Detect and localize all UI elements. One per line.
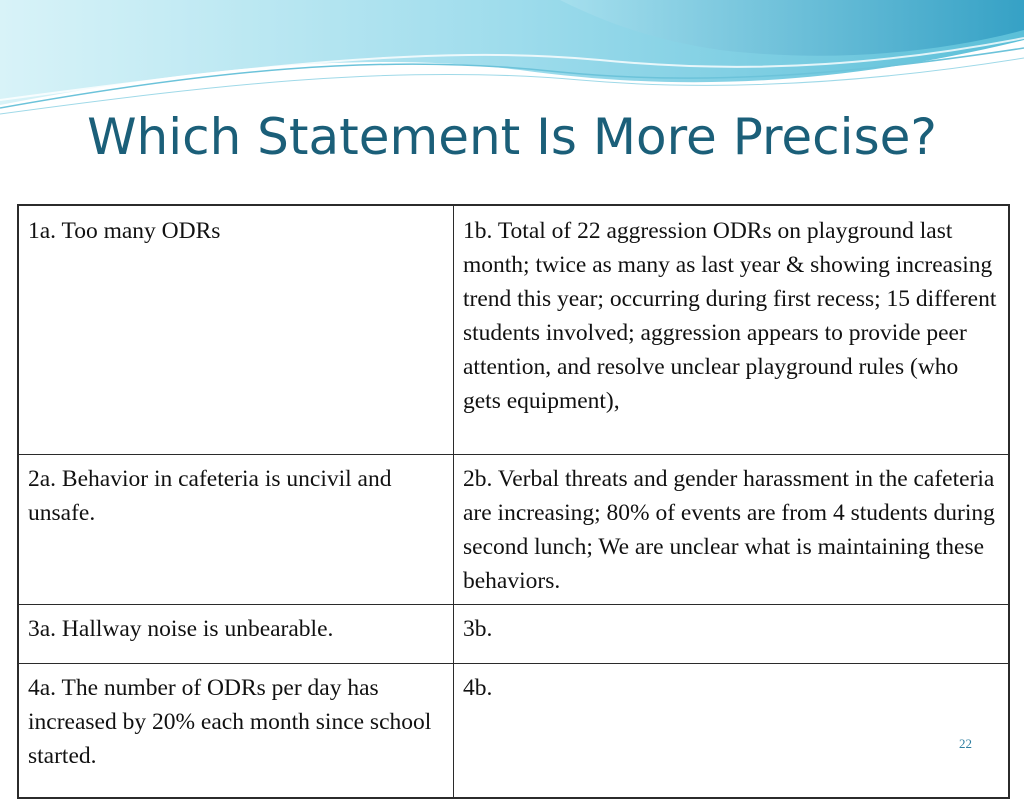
page-number: 22 <box>959 736 972 751</box>
table-cell-statement-b: 1b. Total of 22 aggression ODRs on playground last month; twice as many as last year & showing increasing trend this year; occurring during first recess; 15 different students involved; aggression appears to provide peer attention, and resolve unclear playground rules (who gets equipment), <box>454 205 1010 455</box>
table-cell-statement-a: 2a. Behavior in cafeteria is uncivil and unsafe. <box>18 455 454 605</box>
table-row <box>18 664 1009 799</box>
table-cell-statement-a: 1a. Too many ODRs <box>18 205 454 455</box>
table-row <box>18 205 1009 455</box>
comparison-table-container <box>17 204 1007 799</box>
comparison-table <box>17 204 1010 799</box>
slide-title: Which Statement Is More Precise? <box>87 108 937 166</box>
table-cell-statement-a: 4a. The number of ODRs per day has increased by 20% each month since school started. <box>18 664 454 799</box>
table-row <box>18 605 1009 664</box>
table-cell-statement-b: 4b. <box>454 664 1010 799</box>
table-cell-statement-b: 3b. <box>454 605 1010 664</box>
table-cell-statement-b: 2b. Verbal threats and gender harassment in the cafeteria are increasing; 80% of events are from 4 students during second lunch; We are unclear what is maintaining these behaviors. <box>454 455 1010 605</box>
table-cell-statement-a: 3a. Hallway noise is unbearable. <box>18 605 454 664</box>
table-row <box>18 455 1009 605</box>
decorative-wave-header <box>0 0 1024 120</box>
